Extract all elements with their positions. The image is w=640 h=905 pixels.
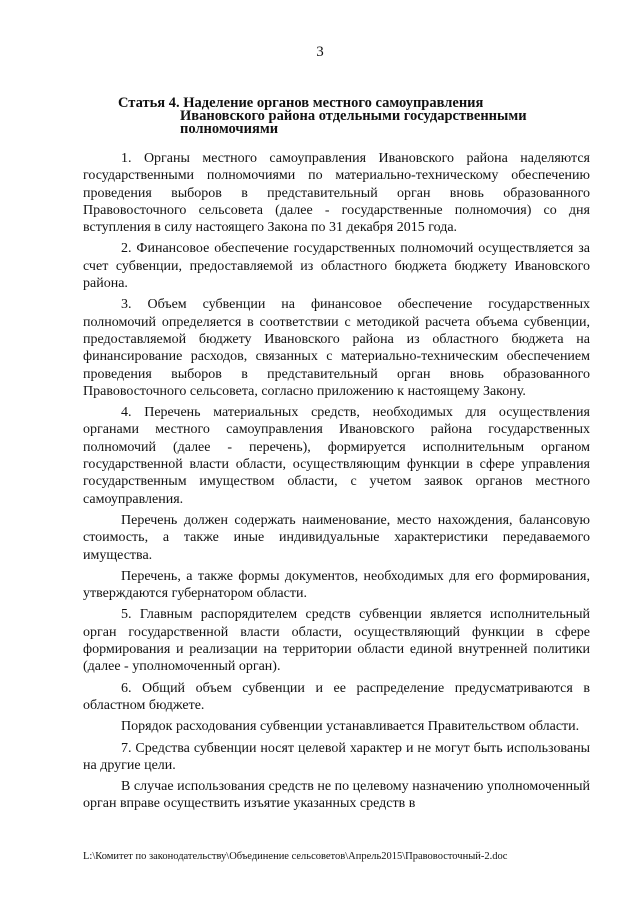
paragraph: 1. Органы местного самоуправления Ивановского района наделяются государственными полномочиями по материально-техническому обеспечению проведения выборов в представительный орган вновь образованного Правовосточного сельсовета (далее - государственные полномочия) со дня вступления в силу настоящего Закона по 31 декабря 2015 года. bbox=[83, 151, 590, 236]
article-body bbox=[83, 150, 590, 817]
file-path-footer: L:\Комитет по законодательству\Объединение сельсоветов\Апрель2015\Правовосточный-2.doc bbox=[83, 851, 508, 862]
article-title bbox=[118, 97, 558, 136]
paragraph: 3. Объем субвенции на финансовое обеспечение государственных полномочий определяется в соответствии с методикой расчета объема субвенции, предоставляемой бюджету Ивановского района из областного бюджета на финансирование расходов, связанных с материально-техническим обеспечением проведения выборов в представительный орган вновь образованного Правовосточного сельсовета, согласно приложению к настоящему Закону. bbox=[83, 297, 590, 399]
paragraph: В случае использования средств не по целевому назначению уполномоченный орган вправе осуществить изъятие указанных средств в bbox=[83, 779, 590, 812]
paragraph: 4. Перечень материальных средств, необходимых для осуществления органами местного самоуправления Ивановского района государственных полномочий (далее - перечень), формируется исполнительным органом государственной власти области, осуществляющим функции в сфере управления государственным имуществом области, с учетом заявок органов местного самоуправления. bbox=[83, 405, 590, 507]
paragraph: 5. Главным распорядителем средств субвенции является исполнительный орган государственной власти области, осуществляющий функции в сфере формирования и реализации на территории области единой внутренней политики (далее - уполномоченный орган). bbox=[83, 607, 590, 675]
paragraph: Перечень должен содержать наименование, место нахождения, балансовую стоимость, а также иные индивидуальные характеристики передаваемого имущества. bbox=[83, 512, 590, 563]
paragraph: 6. Общий объем субвенции и ее распределение предусматриваются в областном бюджете. bbox=[83, 680, 590, 713]
paragraph: Порядок расходования субвенции устанавливается Правительством области. bbox=[121, 719, 580, 735]
article-title-line-3: полномочиями bbox=[180, 121, 279, 137]
article-title-line-2: Ивановского района отдельными государственными bbox=[180, 108, 527, 124]
page-number: 3 bbox=[316, 44, 324, 60]
paragraph: 2. Финансовое обеспечение государственных полномочий осуществляется за счет субвенции, предоставляемой из областного бюджета бюджету Ивановского района. bbox=[83, 241, 590, 292]
article-title-line-1: Статья 4. Наделение органов местного самоуправления bbox=[118, 95, 484, 111]
paragraph: 7. Средства субвенции носят целевой характер и не могут быть использованы на другие цели. bbox=[83, 740, 590, 773]
paragraph: Перечень, а также формы документов, необходимых для его формирования, утверждаются губернатором области. bbox=[83, 568, 590, 602]
